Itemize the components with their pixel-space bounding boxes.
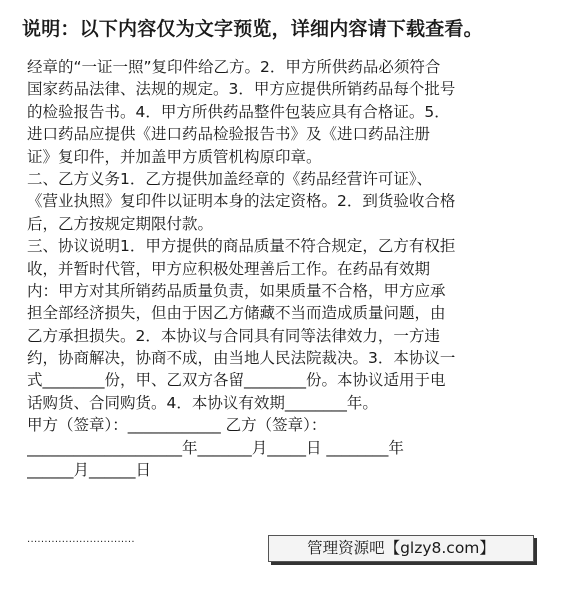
date-line: ______月______日 <box>27 461 152 480</box>
body-line: 乙方承担损失。2．本协议与合同具有同等法律效力，一方违 <box>27 326 440 345</box>
body-line: 式________份，甲、乙双方各留________份。本协议适用于电 <box>27 371 446 390</box>
site-link-button[interactable]: 管理资源吧【glzy8.com】 <box>268 535 534 562</box>
signature-line: 甲方（签章）：____________ 乙方（签章）： <box>27 416 327 435</box>
body-line: 经章的“一证一照”复印件给乙方。2．甲方所供药品必须符合 <box>27 58 441 76</box>
body-line: 话购货、合同购货。4．本协议有效期________年。 <box>27 393 378 412</box>
dotted-separator: ······························· <box>27 537 135 548</box>
body-line: 二、乙方义务1．乙方提供加盖经章的《药品经营许可证》、 <box>27 169 433 188</box>
body-line: 的检验报告书。4．甲方所供药品整件包装应具有合格证。5． <box>27 102 450 121</box>
date-line: ____________________年_______月_____日 ________年 <box>27 438 404 457</box>
body-line: 进口药品应提供《进口药品检验报告书》及《进口药品注册 <box>27 125 431 144</box>
body-line: 《营业执照》复印件以证明本身的法定资格。2．到货验收合格 <box>27 192 456 211</box>
body-line: 国家药品法律、法规的规定。3．甲方应提供所销药品每个批号 <box>27 80 456 99</box>
body-line: 后，乙方按规定期限付款。 <box>27 214 214 233</box>
body-line: 三、协议说明1．甲方提供的商品质量不符合规定，乙方有权拒 <box>27 237 456 256</box>
body-line: 证》复印件，并加盖甲方质管机构原印章。 <box>27 147 322 166</box>
body-line: 约，协商解决，协商不成，由当地人民法院裁决。3．本协议一 <box>27 349 456 368</box>
body-line: 内：甲方对其所销药品质量负责，如果质量不合格，甲方应承 <box>27 281 446 300</box>
body-line: 收，并暂时代管，甲方应积极处理善后工作。在药品有效期 <box>27 259 431 278</box>
body-line: 担全部经济损失，但由于因乙方储藏不当而造成质量问题，由 <box>27 304 446 323</box>
preview-notice: 说明：以下内容仅为文字预览，详细内容请下载查看。 <box>22 18 483 40</box>
document-body <box>27 56 555 481</box>
